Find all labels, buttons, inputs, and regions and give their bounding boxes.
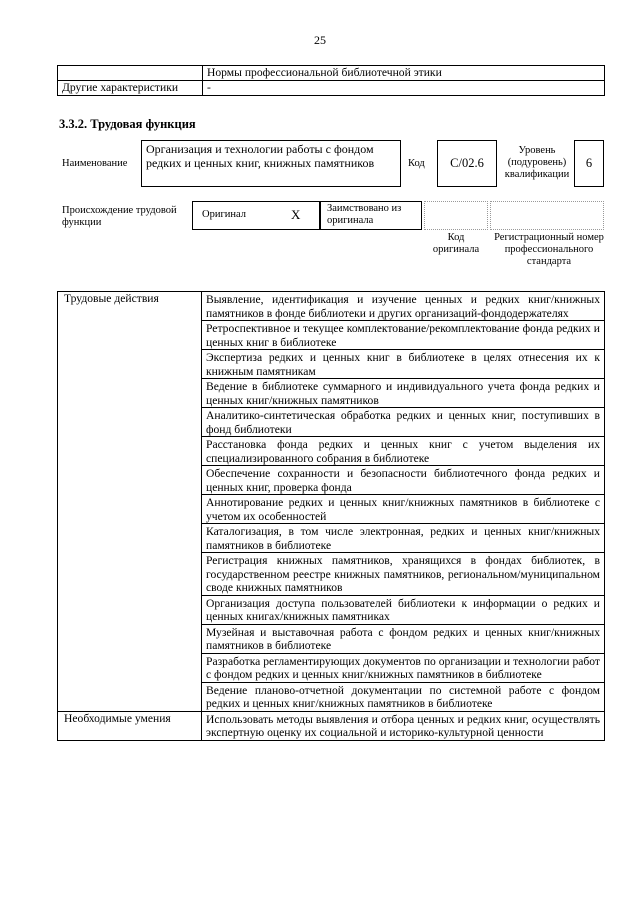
table-cell-label: [58, 66, 203, 81]
reg-number-cell: [490, 201, 604, 230]
skills-label: Необходимые умения: [58, 711, 202, 740]
labor-actions-table: [57, 291, 605, 741]
table-row: [58, 711, 605, 740]
labor-action: Регистрация книжных памятников, хранящихся в фондах библиотек, в государственном реестре книжных памятников, региональном/муниципальном своде книжных памятников: [202, 553, 605, 596]
labor-action: Обеспечение сохранности и безопасности библиотечного фонда редких и ценных книг, проверка фонда: [202, 466, 605, 495]
labor-action: Музейная и выставочная работа с фондом редких и ценных книг/книжных памятников в библиотеке: [202, 624, 605, 653]
function-code: C/02.6: [437, 140, 497, 187]
labor-action: Аннотирование редких и ценных книг/книжных памятников в библиотеке с учетом их особенностей: [202, 495, 605, 524]
labor-action: Расстановка фонда редких и ценных книг с учетом выделения их специализированного собрания в библиотеке: [202, 437, 605, 466]
table-row: [58, 292, 605, 321]
table-row: [58, 66, 605, 81]
original-label: Оригинал: [202, 209, 246, 220]
page-number: 25: [314, 33, 326, 47]
labor-action: Каталогизация, в том числе электронная, редких и ценных книг/книжных памятников в библиотеке: [202, 524, 605, 553]
top-characteristics-table: [57, 65, 605, 96]
labor-action: Выявление, идентификация и изучение ценных и редких книг/книжных памятников в фонде библиотеки и других организаций-фондодержателях: [202, 292, 605, 321]
code-original-label: Код оригинала: [432, 232, 480, 255]
code-original-cell: [424, 201, 488, 230]
table-cell-value: Нормы профессиональной библиотечной этики: [203, 66, 605, 81]
labor-actions-label: Трудовые действия: [58, 292, 202, 712]
code-label: Код: [408, 158, 425, 169]
section-title: 3.3.2. Трудовая функция: [59, 117, 196, 131]
level-label: Уровень (подуровень) квалификации: [504, 145, 570, 180]
table-row: [58, 81, 605, 96]
borrowed-label: Заимствовано из оригинала: [327, 203, 402, 226]
skill-item: Использовать методы выявления и отбора ценных и редких книг, осуществлять экспертную оценку их социальной и историко-культурной ценности: [202, 711, 605, 740]
table-cell-label: Другие характеристики: [58, 81, 203, 96]
labor-action: Экспертиза редких и ценных книг в библиотеке в целях отнесения их к книжным памятникам: [202, 350, 605, 379]
labor-action: Ведение планово-отчетной документации по системной работе с фондом редких и ценных книг/книжных памятников в библиотеке: [202, 682, 605, 711]
origin-label: Происхождение трудовой функции: [62, 205, 177, 228]
labor-action: Разработка регламентирующих документов по организации и технологии работ с фондом редких и ценных книг/книжных памятников в библиотеке: [202, 653, 605, 682]
original-mark: X: [291, 207, 301, 222]
labor-action: Ведение в библиотеке суммарного и индивидуального учета фонда редких и ценных книг/книжных памятников: [202, 379, 605, 408]
function-name: Организация и технологии работы с фондом редких и ценных книг, книжных памятников: [141, 140, 401, 187]
labor-action: Организация доступа пользователей библиотеки к информации о редких и ценных книгах/книжных памятниках: [202, 595, 605, 624]
name-label: Наименование: [62, 158, 128, 169]
qualification-level: 6: [574, 140, 604, 187]
original-cell: [192, 201, 320, 230]
reg-number-label: Регистрационный номер профессионального стандарта: [494, 232, 604, 267]
table-cell-value: -: [203, 81, 605, 96]
borrowed-cell: [320, 201, 422, 230]
labor-action: Ретроспективное и текущее комплектование/рекомплектование фонда редких и ценных книг в библиотеке: [202, 321, 605, 350]
labor-action: Аналитико-синтетическая обработка редких и ценных книг, поступивших в фонд библиотеки: [202, 408, 605, 437]
